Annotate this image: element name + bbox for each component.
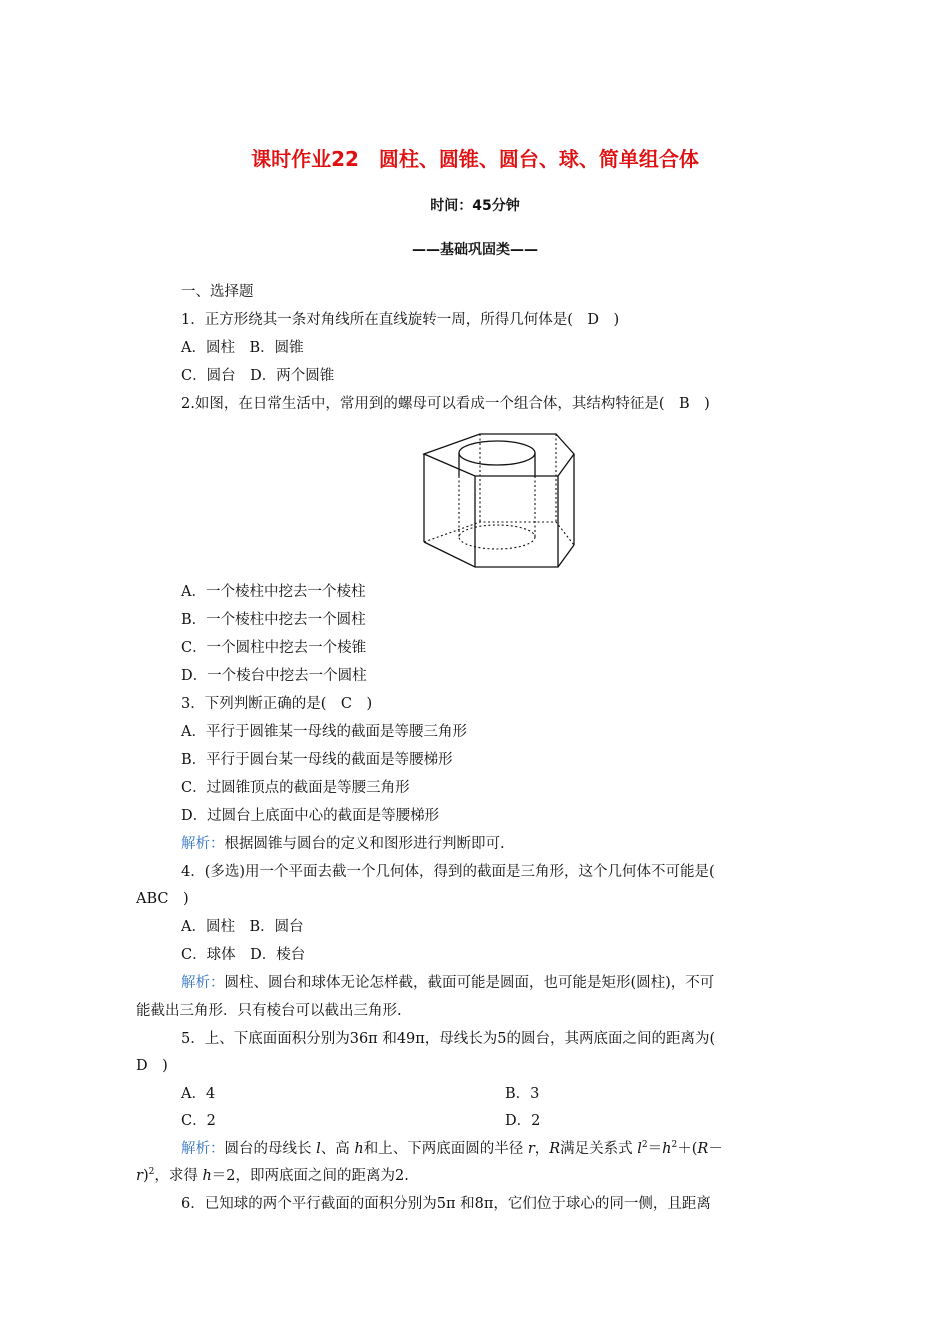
q4-stem: 4．(多选)用一个平面去截一个几何体，得到的截面是三角形，这个几何体不可能是( — [181, 864, 715, 880]
q6-stem: 6．已知球的两个平行截面的面积分别为5π 和8π，它们位于球心的同一侧，且距离 — [181, 1196, 711, 1212]
q4-options-ab: A．圆柱 B．圆台 — [181, 919, 304, 935]
q5-analysis-cont: r)$^2$，求得 h＝2，即两底面之间的距离为2. — [136, 1167, 409, 1184]
page-title: 课时作业22 圆柱、圆锥、圆台、球、简单组合体 — [251, 147, 699, 171]
q1-stem: 1．正方形绕其一条对角线所在直线旋转一周，所得几何体是( D ) — [181, 312, 620, 328]
q2-option-b: B．一个棱柱中挖去一个圆柱 — [181, 612, 366, 628]
q5-stem: 5．上、下底面面积分别为36π 和49π，母线长为5的圆台，其两底面之间的距离为( — [181, 1031, 716, 1047]
q2-stem: 2.如图，在日常生活中，常用到的螺母可以看成一个组合体，其结构特征是( B ) — [181, 396, 710, 412]
q2-option-d: D．一个棱台中挖去一个圆柱 — [181, 668, 367, 684]
hex-nut-figure — [422, 432, 577, 572]
q4-analysis-cont: 能截出三角形．只有棱台可以截出三角形. — [136, 1003, 402, 1019]
q2-option-c: C．一个圆柱中挖去一个棱锥 — [181, 640, 367, 656]
q3-analysis: 解析：根据圆锥与圆台的定义和图形进行判断即可. — [181, 836, 505, 852]
q3-option-b: B．平行于圆台某一母线的截面是等腰梯形 — [181, 752, 453, 768]
q2-option-a: A．一个棱柱中挖去一个棱柱 — [181, 584, 366, 600]
q5-stem-answer: D ) — [136, 1058, 168, 1074]
q5-option-c: C．2 — [181, 1113, 216, 1129]
q5-option-d: D．2 — [505, 1113, 541, 1129]
analysis-label: 解析： — [181, 836, 225, 852]
analysis-label: 解析： — [181, 1141, 225, 1157]
q3-stem: 3．下列判断正确的是( C ) — [181, 696, 373, 712]
q5-option-b: B．3 — [505, 1086, 540, 1102]
q3-option-a: A．平行于圆锥某一母线的截面是等腰三角形 — [181, 724, 467, 740]
q3-option-d: D．过圆台上底面中心的截面是等腰梯形 — [181, 808, 440, 824]
q4-analysis: 解析：圆柱、圆台和球体无论怎样截，截面可能是圆面，也可能是矩形(圆柱)，不可 — [181, 975, 715, 991]
q5-analysis: 解析：圆台的母线长 l、高 h和上、下两底面圆的半径 r，R满足关系式 $l^2=h^2+(R-$ — [181, 1140, 723, 1157]
analysis-label: 解析： — [181, 975, 225, 991]
q1-options-ab: A．圆柱 B．圆锥 — [181, 340, 304, 356]
q5-option-a: A．4 — [181, 1086, 216, 1102]
q4-options-cd: C．球体 D．棱台 — [181, 947, 306, 963]
q1-options-cd: C．圆台 D．两个圆锥 — [181, 368, 335, 384]
q3-option-c: C．过圆锥顶点的截面是等腰三角形 — [181, 780, 410, 796]
part-heading: 一、选择题 — [181, 284, 254, 300]
section-heading: ——基础巩固类—— — [412, 242, 538, 258]
q4-stem-answer: ABC ) — [136, 891, 189, 907]
time-limit: 时间：45分钟 — [430, 198, 520, 214]
